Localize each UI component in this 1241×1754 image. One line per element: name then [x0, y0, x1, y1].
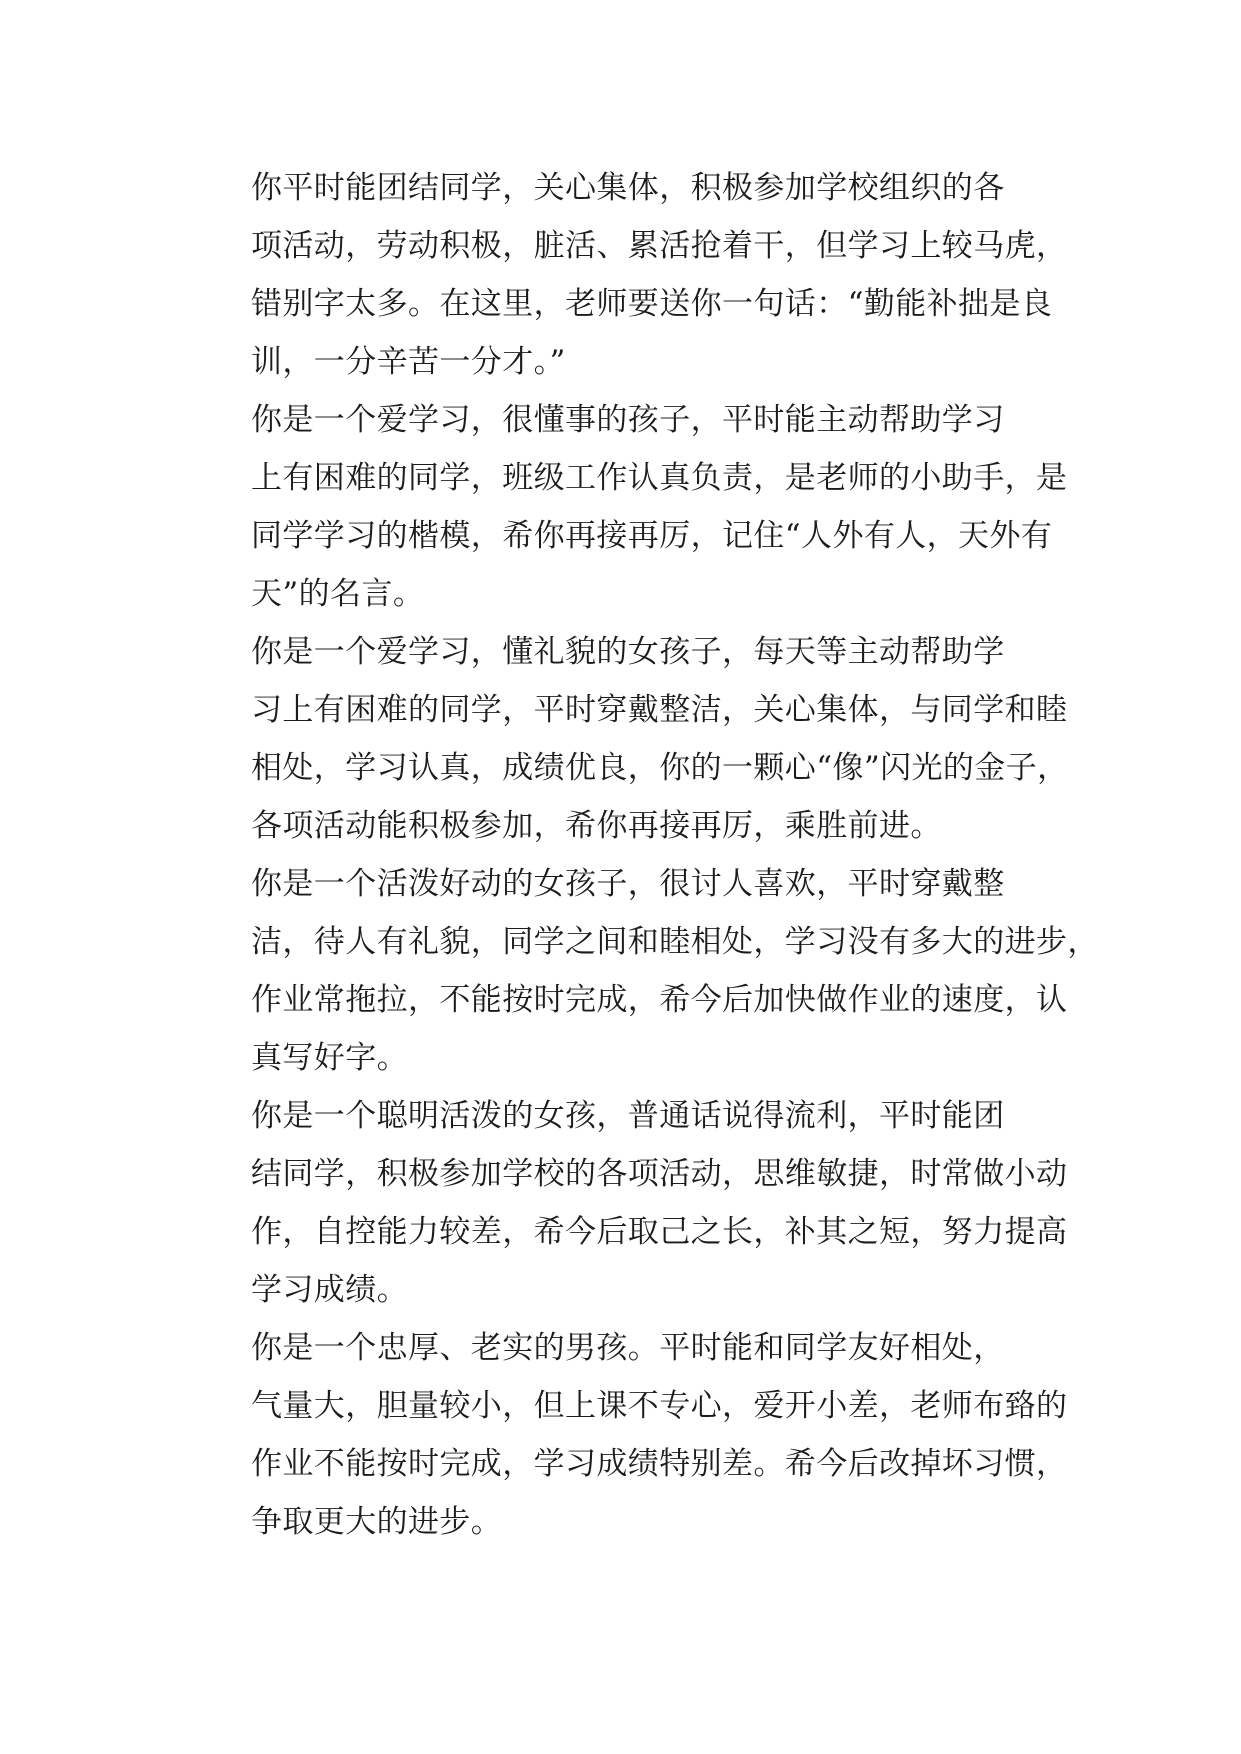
paragraph-5-line-1: 你是一个聪明活泼的女孩，普通话说得流利，平时能团: [251, 1098, 1005, 1134]
paragraph-4: [188, 855, 1099, 1087]
paragraph-4-line-4: 真写好字。: [251, 1040, 408, 1076]
paragraph-6: [188, 1319, 1068, 1551]
paragraph-2-line-2: 上有困难的同学，班级工作认真负责，是老师的小助手，是: [251, 460, 1068, 496]
paragraph-2: [188, 391, 1068, 623]
paragraph-4-line-1: 你是一个活泼好动的女孩子，很讨人喜欢，平时穿戴整: [251, 866, 1005, 902]
paragraph-3-line-2: 习上有困难的同学，平时穿戴整洁，关心集体，与同学和睦: [251, 692, 1068, 728]
paragraph-2-line-4: 天”的名言。: [251, 576, 425, 612]
paragraph-4-line-2: 洁，待人有礼貌，同学之间和睦相处，学习没有多大的进步，: [251, 924, 1099, 960]
paragraph-1-line-4: 训，一分辛苦一分才。”: [251, 344, 566, 380]
paragraph-3: [188, 623, 1069, 855]
paragraph-6-line-1: 你是一个忠厚、老实的男孩。平时能和同学友好相处，: [251, 1330, 1005, 1366]
paragraph-5-line-4: 学习成绩。: [251, 1272, 408, 1308]
paragraph-1-line-3: 错别字太多。在这里，老师要送你一句话：“勤能补拙是良: [251, 286, 1053, 322]
paragraph-4-line-3: 作业常拖拉，不能按时完成，希今后加快做作业的速度，认: [251, 982, 1068, 1018]
paragraph-5: [188, 1087, 1068, 1319]
paragraph-2-line-1: 你是一个爱学习，很懂事的孩子，平时能主动帮助学习: [251, 402, 1005, 438]
paragraph-1-line-2: 项活动，劳动积极，脏活、累活抢着干，但学习上较马虎，: [251, 228, 1068, 264]
paragraph-6-line-4: 争取更大的进步。: [251, 1504, 503, 1540]
paragraph-2-line-3: 同学学习的楷模，希你再接再厉，记住“人外有人，天外有: [251, 518, 1053, 554]
paragraph-6-line-2: 气量大，胆量较小，但上课不专心，爱开小差，老师布臵的: [251, 1388, 1068, 1424]
paragraph-5-line-3: 作，自控能力较差，希今后取己之长，补其之短，努力提高: [251, 1214, 1068, 1250]
paragraph-1: [188, 159, 1068, 391]
paragraph-3-line-1: 你是一个爱学习，懂礼貌的女孩子，每天等主动帮助学: [251, 634, 1005, 670]
document-body: [188, 159, 1099, 1551]
paragraph-6-line-3: 作业不能按时完成，学习成绩特别差。希今后改掉坏习惯，: [251, 1446, 1068, 1482]
paragraph-5-line-2: 结同学，积极参加学校的各项活动，思维敏捷，时常做小动: [251, 1156, 1068, 1192]
paragraph-3-line-3: 相处，学习认真，成绩优良，你的一颗心“像”闪光的金子，: [251, 750, 1069, 786]
paragraph-3-line-4: 各项活动能积极参加，希你再接再厉，乘胜前进。: [251, 808, 942, 844]
paragraph-1-line-1: 你平时能团结同学，关心集体，积极参加学校组织的各: [251, 170, 1005, 206]
